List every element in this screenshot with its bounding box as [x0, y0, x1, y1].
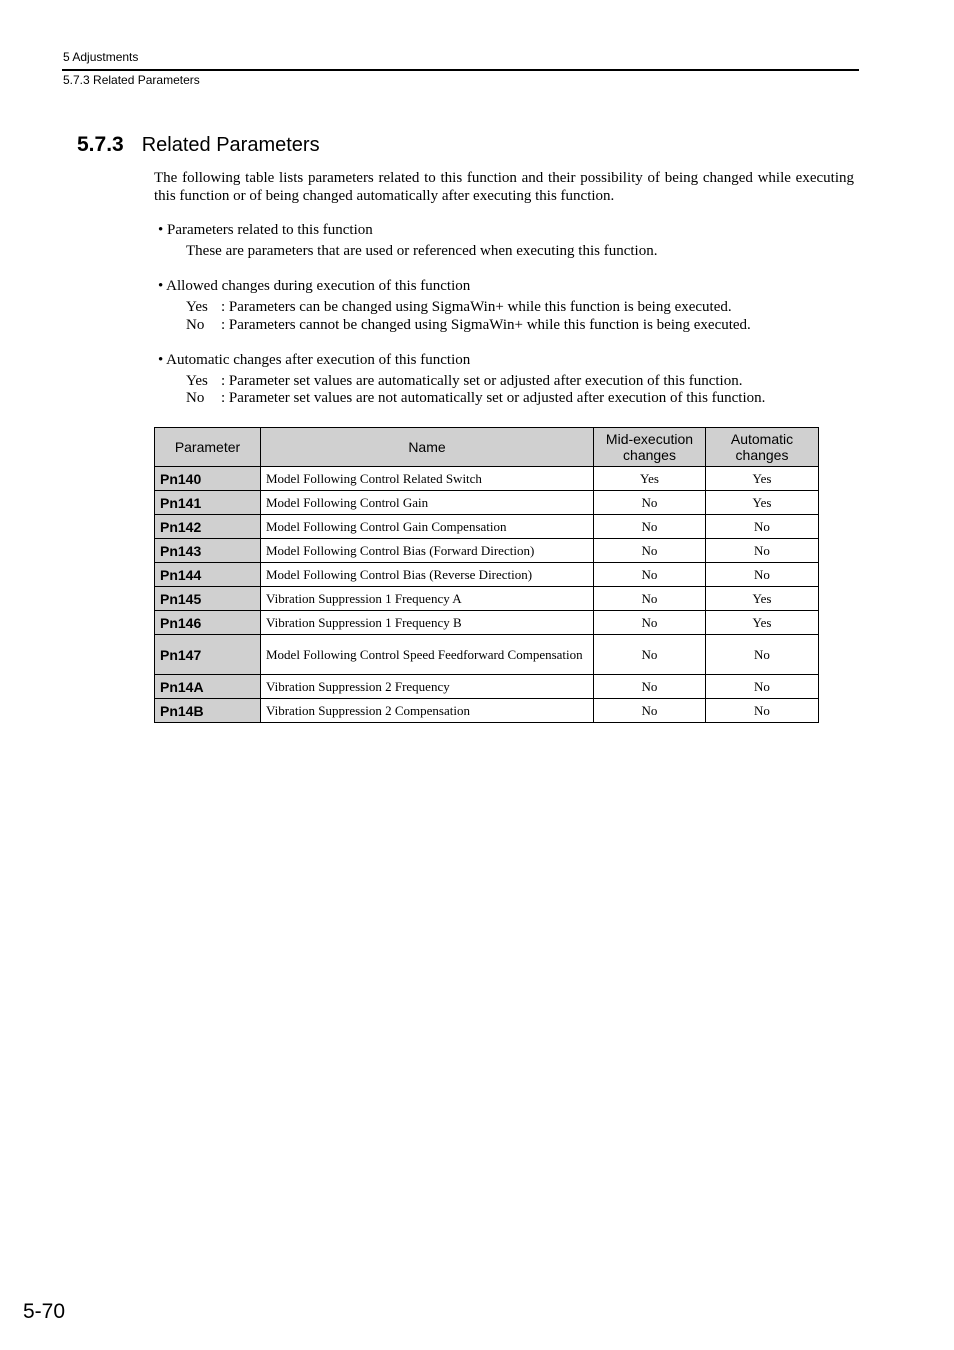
param-name: Vibration Suppression 1 Frequency B [261, 611, 594, 635]
allowed-yes-line [186, 299, 732, 316]
automatic-value: No [706, 539, 819, 563]
mid-execution-value: No [594, 587, 706, 611]
automatic-yes-label: Yes [186, 373, 208, 389]
automatic-value: No [706, 515, 819, 539]
table-row [155, 675, 819, 699]
table-row [155, 539, 819, 563]
mid-execution-value: No [594, 539, 706, 563]
table-row [155, 491, 819, 515]
automatic-no-line [186, 390, 765, 407]
param-name: Model Following Control Gain Compensation [261, 515, 594, 539]
header-chapter: 5 Adjustments [63, 50, 139, 64]
automatic-no-text: : Parameter set values are not automatically set or adjusted after execution of this function. [221, 390, 766, 406]
mid-execution-value: No [594, 491, 706, 515]
automatic-value: Yes [706, 467, 819, 491]
allowed-no-label: No [186, 317, 205, 333]
table-row [155, 635, 819, 675]
header-parameter: Parameter [155, 428, 261, 467]
automatic-value: Yes [706, 611, 819, 635]
allowed-yes-text: : Parameters can be changed using SigmaWin+ while this function is being executed. [221, 299, 732, 315]
section-heading [77, 133, 320, 157]
table-row [155, 699, 819, 723]
param-name: Vibration Suppression 2 Compensation [261, 699, 594, 723]
param-code: Pn14A [155, 675, 261, 699]
bullet-allowed-title: • Allowed changes during execution of this function [158, 278, 471, 294]
allowed-no-line [186, 317, 751, 334]
param-name: Model Following Control Bias (Forward Direction) [261, 539, 594, 563]
automatic-value: Yes [706, 491, 819, 515]
table-header-row [155, 428, 819, 467]
allowed-yes-label: Yes [186, 299, 208, 315]
automatic-yes-line [186, 373, 742, 390]
header-section: 5.7.3 Related Parameters [63, 73, 200, 87]
automatic-value: No [706, 563, 819, 587]
param-name: Vibration Suppression 1 Frequency A [261, 587, 594, 611]
table-row [155, 587, 819, 611]
param-name: Vibration Suppression 2 Frequency [261, 675, 594, 699]
page-number: 5-70 [23, 1300, 66, 1323]
automatic-value: No [706, 635, 819, 675]
mid-execution-value: No [594, 635, 706, 675]
header-automatic: Automatic changes [706, 428, 819, 467]
param-name: Model Following Control Speed Feedforward Compensation [261, 635, 594, 675]
param-code: Pn141 [155, 491, 261, 515]
automatic-value: No [706, 699, 819, 723]
parameters-table [154, 427, 819, 723]
mid-execution-value: No [594, 699, 706, 723]
param-code: Pn14B [155, 699, 261, 723]
param-code: Pn140 [155, 467, 261, 491]
param-code: Pn142 [155, 515, 261, 539]
table-row [155, 515, 819, 539]
param-name: Model Following Control Gain [261, 491, 594, 515]
param-name: Model Following Control Related Switch [261, 467, 594, 491]
bullet-related-desc: These are parameters that are used or referenced when executing this function. [186, 243, 658, 259]
param-code: Pn145 [155, 587, 261, 611]
bullet-automatic-title: • Automatic changes after execution of this function [158, 352, 471, 368]
param-code: Pn143 [155, 539, 261, 563]
mid-execution-value: Yes [594, 467, 706, 491]
section-number: 5.7.3 [77, 133, 124, 156]
mid-execution-value: No [594, 611, 706, 635]
bullet-related-title: • Parameters related to this function [158, 222, 373, 238]
automatic-no-label: No [186, 390, 205, 406]
header-rule [62, 69, 859, 71]
mid-execution-value: No [594, 563, 706, 587]
intro-paragraph: The following table lists parameters related to this function and their possibility of being changed while executing this function or of being changed automatically after executing this function. [154, 170, 854, 204]
automatic-value: No [706, 675, 819, 699]
table-row [155, 563, 819, 587]
header-mid-execution: Mid-execution changes [594, 428, 706, 467]
section-title: Related Parameters [141, 134, 320, 156]
param-code: Pn147 [155, 635, 261, 675]
table-row [155, 467, 819, 491]
automatic-value: Yes [706, 587, 819, 611]
param-code: Pn144 [155, 563, 261, 587]
mid-execution-value: No [594, 675, 706, 699]
param-name: Model Following Control Bias (Reverse Direction) [261, 563, 594, 587]
mid-execution-value: No [594, 515, 706, 539]
automatic-yes-text: : Parameter set values are automatically set or adjusted after execution of this function. [221, 373, 743, 389]
param-code: Pn146 [155, 611, 261, 635]
header-name: Name [261, 428, 594, 467]
table-row [155, 611, 819, 635]
allowed-no-text: : Parameters cannot be changed using SigmaWin+ while this function is being executed. [221, 317, 751, 333]
